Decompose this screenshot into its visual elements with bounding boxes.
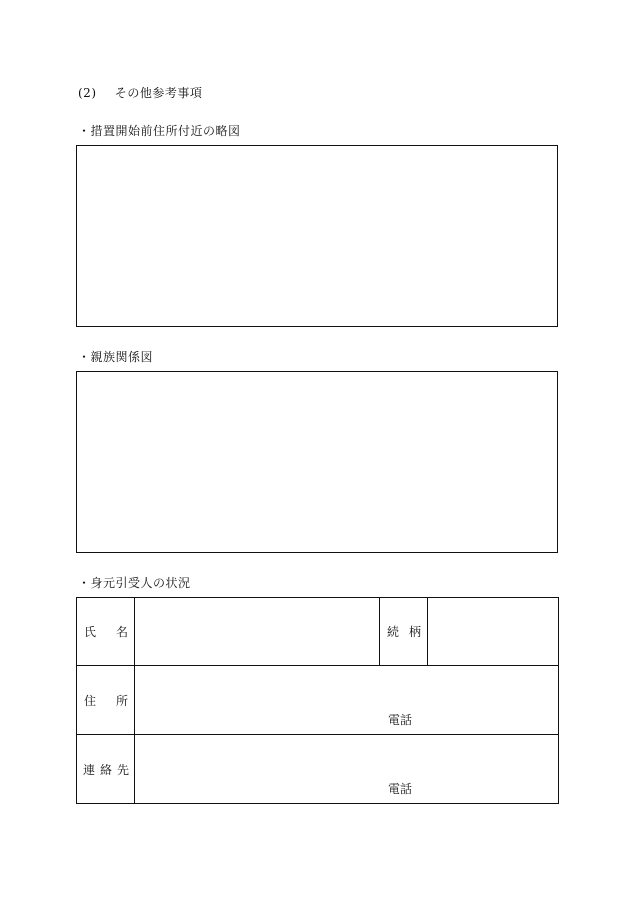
map-sketch-label: ・措置開始前住所付近の略図 [78,124,241,138]
address-label-cell [77,666,135,735]
guarantor-label: ・身元引受人の状況 [78,576,191,590]
name-label-cell [77,598,135,666]
contact-label: 連 絡 先 [83,762,129,777]
name-label: 氏 名 [84,625,128,639]
family-chart-box[interactable] [76,371,558,553]
section-heading [78,84,202,101]
address-phone-label: 電話 [388,713,413,727]
family-chart-label: ・親族関係図 [78,350,154,364]
relation-label: 続 柄 [387,625,421,639]
guarantor-table [76,597,559,804]
contact-label-cell [77,735,135,804]
relation-field[interactable] [428,598,559,666]
map-sketch-box[interactable] [76,145,558,327]
contact-field[interactable] [135,735,559,804]
relation-label-cell [380,598,428,666]
section-number: (2) [78,86,97,100]
contact-phone-label: 電話 [388,782,413,796]
address-field[interactable] [135,666,559,735]
section-title: その他参考事項 [114,86,203,100]
address-label: 住 所 [84,693,128,708]
name-field[interactable] [135,598,380,666]
